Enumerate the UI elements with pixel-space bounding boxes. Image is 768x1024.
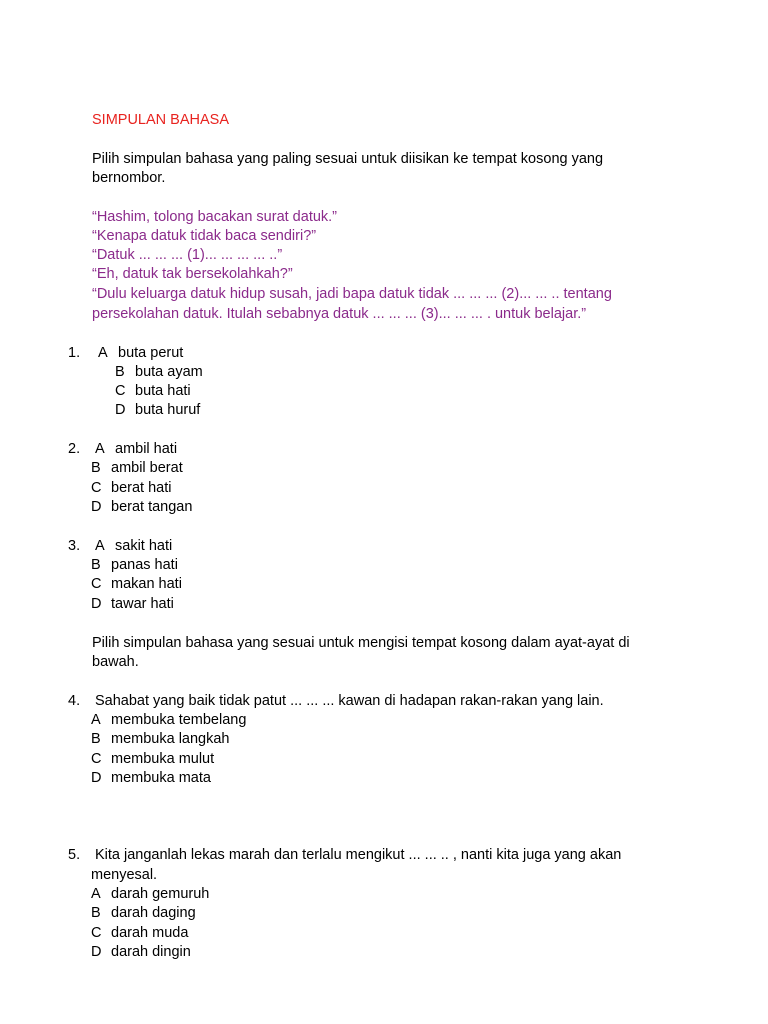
instruction-2-line-2: bawah.	[92, 654, 139, 670]
option-text: membuka mata	[111, 770, 211, 786]
option-text: berat hati	[111, 480, 172, 496]
option-b	[91, 556, 178, 575]
question-number: 2.	[68, 441, 81, 457]
option-letter: D	[91, 596, 102, 612]
option-text: tawar hati	[111, 596, 174, 612]
option-b	[91, 904, 196, 923]
option-letter: B	[91, 460, 101, 476]
option-letter: B	[115, 364, 125, 380]
option-c	[91, 575, 182, 594]
option-c	[91, 750, 214, 769]
option-letter: A	[95, 538, 105, 554]
option-letter: C	[115, 383, 126, 399]
option-text: darah dingin	[111, 944, 191, 960]
dialogue-line: “Datuk ... ... ... (1)... ... ... ... ..”	[92, 247, 283, 263]
option-d	[91, 595, 174, 614]
question-number: 1.	[68, 345, 81, 361]
instruction-2-line-1: Pilih simpulan bahasa yang sesuai untuk mengisi tempat kosong dalam ayat-ayat di	[92, 635, 630, 651]
option-text: buta hati	[135, 383, 191, 399]
option-c	[91, 479, 171, 498]
option-b	[91, 730, 230, 749]
option-letter: A	[91, 712, 101, 728]
option-text: berat tangan	[111, 499, 193, 515]
question-number: 5.	[68, 847, 81, 863]
option-letter: B	[91, 905, 101, 921]
option-b	[115, 363, 203, 382]
option-letter: A	[95, 441, 105, 457]
option-d	[91, 943, 191, 962]
option-c	[115, 382, 191, 401]
option-text: ambil hati	[115, 441, 178, 457]
option-text: buta huruf	[135, 402, 201, 418]
option-letter: B	[91, 557, 101, 573]
instruction-1-line-1: Pilih simpulan bahasa yang paling sesuai untuk diisikan ke tempat kosong yang	[92, 151, 604, 167]
option-letter: C	[91, 576, 102, 592]
dialogue-line: persekolahan datuk. Itulah sebabnya datuk ... ... ... (3)... ... ... . untuk belajar.”	[92, 306, 587, 322]
question-stem: Kita janganlah lekas marah dan terlalu mengikut ... ... .. , nanti kita juga yang akan	[95, 847, 622, 863]
option-letter: A	[91, 886, 101, 902]
option-text: sakit hati	[115, 538, 173, 554]
option-letter: C	[91, 751, 102, 767]
dialogue-line: “Kenapa datuk tidak baca sendiri?”	[92, 228, 317, 244]
option-d	[91, 498, 192, 517]
option-a	[98, 344, 183, 363]
option-letter: D	[91, 944, 102, 960]
option-text: darah muda	[111, 925, 189, 941]
option-a	[91, 885, 209, 904]
option-b	[91, 459, 183, 478]
option-text: buta ayam	[135, 364, 203, 380]
instruction-1-line-2: bernombor.	[92, 170, 166, 186]
option-letter: D	[91, 499, 102, 515]
option-letter: C	[91, 480, 102, 496]
question-number: 3.	[68, 538, 81, 554]
option-text: ambil berat	[111, 460, 183, 476]
option-text: membuka langkah	[111, 731, 230, 747]
option-letter: C	[91, 925, 102, 941]
option-text: darah gemuruh	[111, 886, 210, 902]
option-text: makan hati	[111, 576, 182, 592]
question-stem: Sahabat yang baik tidak patut ... ... ... kawan di hadapan rakan-rakan yang lain.	[95, 693, 604, 709]
option-letter: D	[115, 402, 126, 418]
option-c	[91, 924, 188, 943]
question-stem-continued: menyesal.	[91, 867, 158, 883]
option-text: membuka mulut	[111, 751, 215, 767]
option-text: buta perut	[118, 345, 184, 361]
option-d	[115, 401, 200, 420]
option-d	[91, 769, 211, 788]
option-a	[91, 711, 246, 730]
option-letter: D	[91, 770, 102, 786]
option-a	[95, 440, 177, 459]
option-text: panas hati	[111, 557, 178, 573]
option-letter: B	[91, 731, 101, 747]
question-number: 4.	[68, 693, 81, 709]
dialogue-line: “Dulu keluarga datuk hidup susah, jadi bapa datuk tidak ... ... ... (2)... ... .. tentang	[92, 286, 612, 302]
option-text: membuka tembelang	[111, 712, 247, 728]
option-letter: A	[98, 345, 108, 361]
dialogue-line: “Hashim, tolong bacakan surat datuk.”	[92, 209, 338, 225]
page-title: SIMPULAN BAHASA	[92, 112, 229, 128]
option-text: darah daging	[111, 905, 196, 921]
option-a	[95, 537, 172, 556]
dialogue-line: “Eh, datuk tak bersekolahkah?”	[92, 266, 293, 282]
